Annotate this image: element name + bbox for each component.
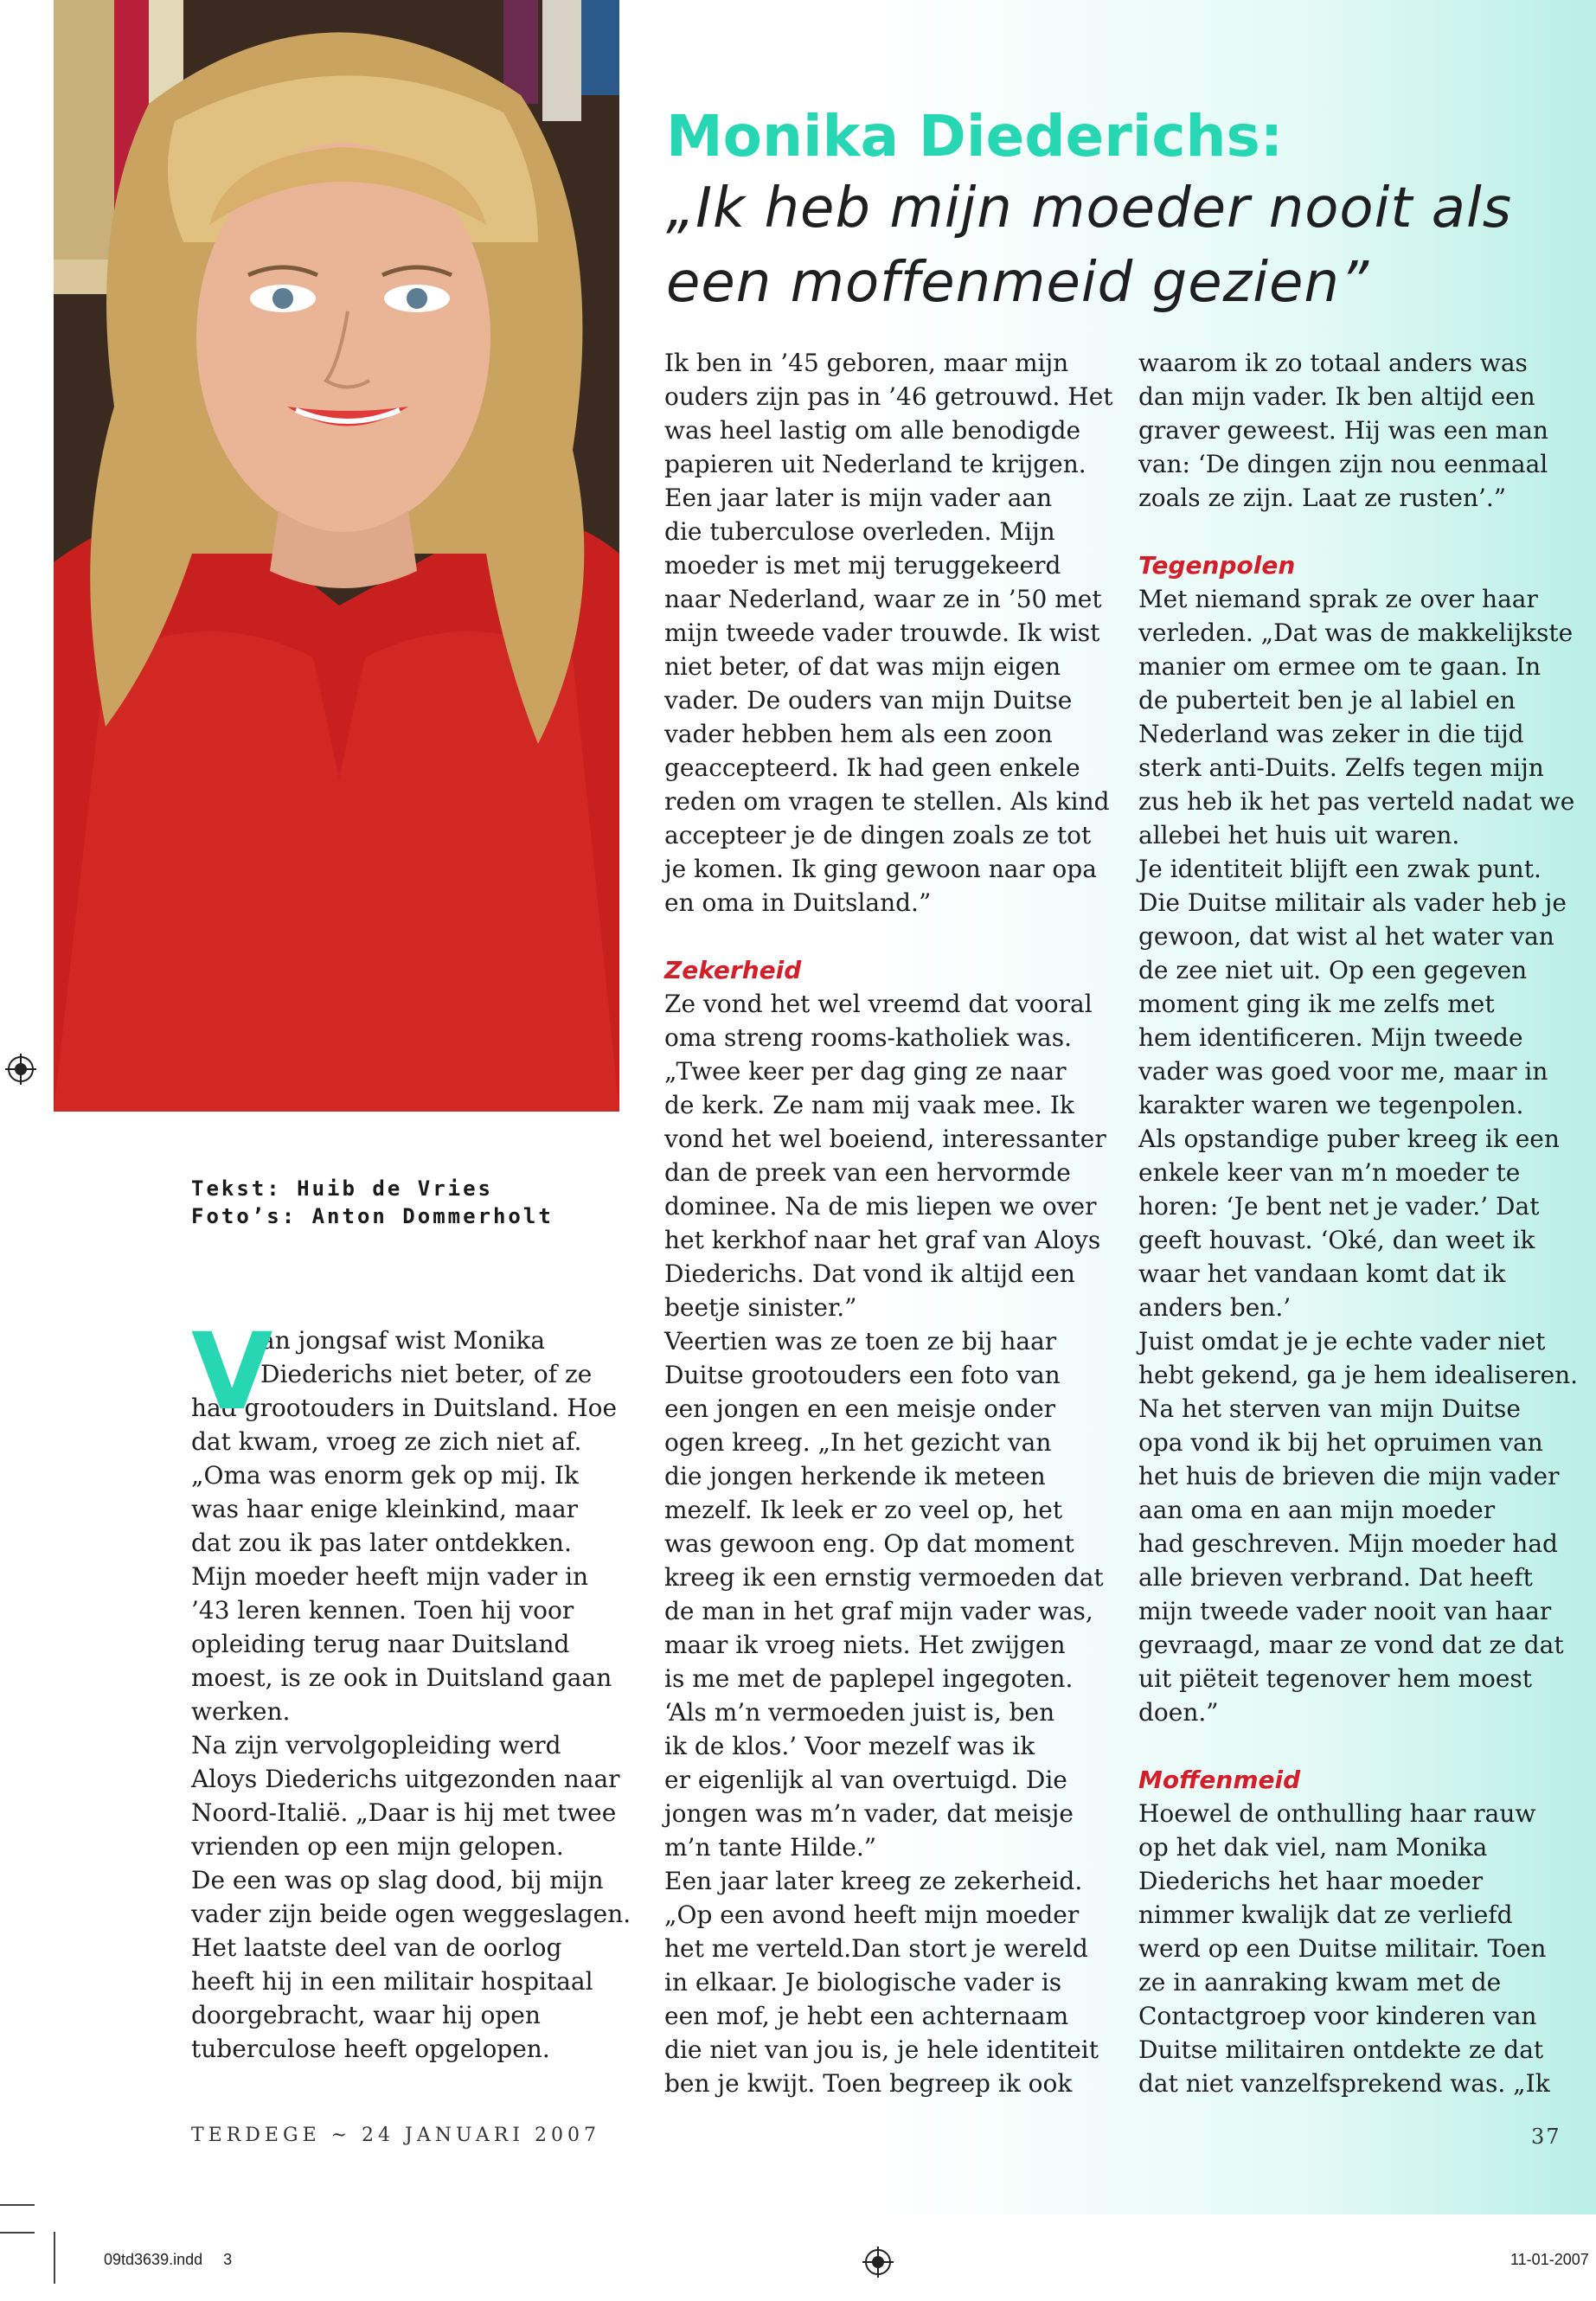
text-line: een jongen en een meisje onder [664, 1394, 1056, 1423]
text-line: moest, is ze ook in Duitsland gaan [191, 1663, 612, 1692]
text-line: ben je kwijt. Toen begreep ik ook [664, 2069, 1073, 2098]
text-line: ‘Als m’n vermoeden juist is, ben [664, 1698, 1055, 1727]
text-line: zoals ze zijn. Laat ze rusten’.” [1138, 484, 1507, 512]
text-line: het me verteld.Dan stort je wereld [664, 1934, 1088, 1963]
text-line: Duitse militairen ontdekte ze dat [1138, 2035, 1544, 2064]
text-line: Een jaar later is mijn vader aan [664, 484, 1053, 512]
text-line: het kerkhof naar het graf van Aloys [664, 1226, 1101, 1254]
paragraph [1138, 346, 1571, 515]
text-line: manier om ermee om te gaan. In [1138, 652, 1542, 681]
text-line: dat kwam, vroeg ze zich niet af. [191, 1427, 582, 1456]
page-number: 37 [1531, 2125, 1561, 2149]
text-line: tuberculose heeft opgelopen. [191, 2035, 550, 2063]
text-line: De een was op slag dood, bij mijn [191, 1866, 604, 1894]
text-line: Mijn moeder heeft mijn vader in [191, 1562, 589, 1591]
text-line: moment ging ik me zelfs met [1138, 990, 1495, 1018]
text-line: Contactgroep voor kinderen van [1138, 2002, 1537, 2030]
text-line: moeder is met mij teruggekeerd [664, 551, 1061, 580]
spacer [1138, 1729, 1571, 1763]
text-line: karakter waren we tegenpolen. [1138, 1091, 1524, 1119]
text-line: vader zijn beide ogen weggeslagen. [191, 1900, 631, 1928]
text-line: graver geweest. Hij was een man [1138, 416, 1548, 445]
text-line: heeft hij in een militair hospitaal [191, 1967, 593, 1996]
registration-mark-icon [861, 2245, 895, 2279]
text-line: m’n tante Hilde.” [664, 1833, 877, 1862]
text-line: er eigenlijk al van overtuigd. Die [664, 1766, 1067, 1794]
text-line: doen.” [1138, 1698, 1219, 1727]
article-headline [666, 102, 1566, 320]
headline-quote [666, 171, 1566, 320]
subheading-zekerheid: Zekerheid [664, 956, 802, 984]
text-line: ik de klos.’ Voor mezelf was ik [664, 1732, 1035, 1760]
text-line: anders ben.’ [1138, 1293, 1292, 1322]
text-line: Aloys Diederichs uitgezonden naar [191, 1765, 620, 1793]
text-line: geeft houvast. ‘Oké, dan weet ik [1138, 1226, 1535, 1254]
text-line: Ze vond het wel vreemd dat vooral [664, 990, 1093, 1018]
text-credit: Tekst: Huib de Vries [191, 1176, 493, 1201]
text-line: uit piëteit tegenover hem moest [1138, 1664, 1533, 1693]
text-line: gevraagd, maar ze vond dat ze dat [1138, 1631, 1564, 1659]
column-intro [191, 1311, 631, 2066]
column-right [1138, 346, 1579, 2100]
text-line: was gewoon eng. Op dat moment [664, 1529, 1074, 1558]
text-line: ogen kreeg. „In het gezicht van [664, 1428, 1052, 1457]
spacer [664, 920, 1097, 953]
registration-mark-icon [3, 1052, 38, 1086]
text-line: geaccepteerd. Ik had geen enkele [664, 753, 1080, 782]
text-line: had grootouders in Duitsland. Hoe [191, 1394, 618, 1422]
text-line: Die Duitse militair als vader heb je [1138, 888, 1567, 917]
text-line: waar het vandaan komt dat ik [1138, 1259, 1506, 1288]
text-line: werd op een Duitse militair. Toen [1138, 1934, 1547, 1963]
text-line: Een jaar later kreeg ze zekerheid. [664, 1867, 1083, 1895]
text-line: dominee. Na de mis liepen we over [664, 1192, 1097, 1221]
text-line: zus heb ik het pas verteld nadat we [1138, 787, 1575, 816]
text-line: gewoon, dat wist al het water van [1138, 922, 1554, 951]
text-line: die tuberculose overleden. Mijn [664, 517, 1055, 546]
credits [191, 1175, 554, 1230]
text-line: Juist omdat je je echte vader niet [1138, 1327, 1546, 1356]
text-line: ze in aanraking kwam met de [1138, 1968, 1502, 1997]
text-line: de zee niet uit. Op een gegeven [1138, 956, 1528, 984]
text-line: ’43 leren kennen. Toen hij voor [191, 1596, 574, 1625]
text-line: dan de preek van een hervormde [664, 1158, 1071, 1187]
text-line: had geschreven. Mijn moeder had [1138, 1529, 1558, 1558]
intro-paragraph [191, 1311, 631, 2066]
text-line: waarom ik zo totaal anders was [1138, 349, 1528, 377]
text-line: vader. De ouders van mijn Duitse [664, 686, 1073, 715]
text-line: de man in het graf mijn vader was, [664, 1597, 1093, 1625]
text-line: niet beter, of dat was mijn eigen [664, 652, 1061, 681]
text-line: je komen. Ik ging gewoon naar opa [664, 855, 1097, 883]
text-line: dan mijn vader. Ik ben altijd een [1138, 382, 1535, 411]
text-line: an jongsaf wist Monika [260, 1326, 546, 1355]
text-line: accepteer je de dingen zoals ze tot [664, 821, 1092, 849]
text-line: allebei het huis uit waren. [1138, 821, 1460, 849]
headline-quote-line: een moffenmeid gezien” [666, 251, 1370, 315]
text-line: doorgebracht, waar hij open [191, 2001, 541, 2029]
text-line: Als opstandige puber kreeg ik een [1138, 1125, 1560, 1153]
text-line: op het dak viel, nam Monika [1138, 1833, 1488, 1862]
text-line: Diederichs. Dat vond ik altijd een [664, 1259, 1075, 1288]
text-line: die jongen herkende ik meteen [664, 1462, 1046, 1490]
text-line: Na zijn vervolgopleiding werd [191, 1731, 561, 1759]
text-line: in elkaar. Je biologische vader is [664, 1968, 1062, 1997]
paragraph [664, 346, 1113, 920]
text-line: vader hebben hem als een zoon [664, 720, 1053, 748]
text-line: verleden. „Dat was de makkelijkste [1138, 619, 1574, 647]
text-line: maar ik vroeg niets. Het zwijgen [664, 1631, 1066, 1659]
text-line: ouders zijn pas in ’46 getrouwd. Het [664, 382, 1113, 411]
text-line: nimmer kwalijk dat ze verliefd [1138, 1900, 1513, 1929]
paragraph [664, 987, 1106, 2100]
headline-name: Monika Diederichs: [666, 103, 1284, 170]
text-line: Veertien was ze toen ze bij haar [664, 1327, 1057, 1356]
text-line: dat zou ik pas later ontdekken. [191, 1529, 572, 1557]
subheading-moffenmeid: Moffenmeid [1138, 1766, 1301, 1794]
text-line: papieren uit Nederland te krijgen. [664, 450, 1086, 478]
text-line: kreeg ik een ernstig vermoeden dat [664, 1563, 1104, 1592]
text-line: aan oma en aan mijn moeder [1138, 1496, 1496, 1524]
text-line: Met niemand sprak ze over haar [1138, 585, 1538, 613]
headline-quote-line: „Ik heb mijn moeder nooit als [666, 176, 1513, 240]
text-line: „Twee keer per dag ging ze naar [664, 1057, 1067, 1086]
slug-filename: 09td3639.indd [104, 2251, 203, 2268]
text-line: vond het wel boeiend, interessanter [664, 1125, 1106, 1153]
portrait-illustration [54, 0, 619, 1112]
text-line: Je identiteit blijft een zwak punt. [1138, 855, 1542, 883]
text-line: is me met de paplepel ingegoten. [664, 1664, 1074, 1693]
text-line: Nederland was zeker in die tijd [1138, 720, 1524, 748]
text-line: „Oma was enorm gek op mij. Ik [191, 1461, 579, 1490]
text-line: Na het sterven van mijn Duitse [1138, 1394, 1521, 1423]
text-line: enkele keer van m’n moeder te [1138, 1158, 1521, 1187]
text-line: hem identificeren. Mijn tweede [1138, 1023, 1523, 1052]
text-line: het huis de brieven die mijn vader [1138, 1462, 1560, 1490]
text-line: opleiding terug naar Duitsland [191, 1630, 570, 1658]
text-line: naar Nederland, waar ze in ’50 met [664, 585, 1102, 613]
text-line: sterk anti-Duits. Zelfs tegen mijn [1138, 753, 1544, 782]
slug-file-info [104, 2251, 232, 2269]
paragraph [1138, 582, 1579, 1729]
text-line: de kerk. Ze nam mij vaak mee. Ik [664, 1091, 1074, 1119]
text-line: dat niet vanzelfsprekend was. „Ik [1138, 2069, 1550, 2098]
text-line: de puberteit ben je al labiel en [1138, 686, 1516, 715]
text-line: die niet van jou is, je hele identiteit [664, 2035, 1099, 2064]
text-line: „Op een avond heeft mijn moeder [664, 1900, 1080, 1929]
spacer [1138, 515, 1571, 548]
drop-cap: V [191, 1311, 273, 1433]
text-line: een mof, je hebt een achternaam [664, 2002, 1069, 2030]
text-line: alle brieven verbrand. Dat heeft [1138, 1563, 1533, 1592]
paragraph [1138, 1797, 1571, 2100]
text-line: horen: ‘Je bent net je vader.’ Dat [1138, 1192, 1540, 1221]
text-line: werken. [191, 1697, 291, 1726]
text-line: was haar enige kleinkind, maar [191, 1495, 579, 1523]
text-line: opa vond ik bij het opruimen van [1138, 1428, 1543, 1457]
crop-mark [54, 2232, 55, 2284]
text-line: Ik ben in ’45 geboren, maar mijn [664, 349, 1069, 377]
text-line: mezelf. Ik leek er zo veel op, het [664, 1496, 1063, 1524]
slug-page: 3 [223, 2251, 233, 2268]
footer-magazine-date: TERDEGE ~ 24 JANUARI 2007 [191, 2125, 600, 2146]
photo-credit: Foto’s: Anton Dommerholt [191, 1204, 554, 1228]
text-line: van: ‘De dingen zijn nou eenmaal [1138, 450, 1548, 478]
text-line: mijn tweede vader trouwde. Ik wist [664, 619, 1100, 647]
text-line: Hoewel de onthulling haar rauw [1138, 1799, 1536, 1828]
text-line: jongen was m’n vader, dat meisje [664, 1799, 1074, 1828]
text-line: Diederichs het haar moeder [1138, 1867, 1484, 1895]
column-middle [664, 346, 1113, 2100]
text-line: reden om vragen te stellen. Als kind [664, 787, 1110, 816]
text-line: Het laatste deel van de oorlog [191, 1933, 562, 1962]
text-line: Duitse grootouders een foto van [664, 1361, 1061, 1389]
text-line: vader was goed voor me, maar in [1138, 1057, 1548, 1086]
text-line: oma streng rooms-katholiek was. [664, 1023, 1072, 1052]
crop-mark [0, 2204, 35, 2206]
portrait-photo [54, 0, 619, 1112]
text-line: beetje sinister.” [664, 1293, 857, 1322]
text-line: was heel lastig om alle benodigde [664, 416, 1081, 445]
slug-date: 11-01-2007 [1510, 2251, 1589, 2268]
text-line: vrienden op een mijn gelopen. [191, 1832, 564, 1861]
text-line: mijn tweede vader nooit van haar [1138, 1597, 1552, 1625]
text-line: hebt gekend, ga je hem idealiseren. [1138, 1361, 1579, 1389]
text-line: en oma in Duitsland.” [664, 888, 932, 917]
subheading-tegenpolen: Tegenpolen [1138, 551, 1296, 580]
crop-mark [0, 2232, 35, 2234]
text-line: Diederichs niet beter, of ze [260, 1360, 593, 1388]
text-line: Noord-Italië. „Daar is hij met twee [191, 1798, 617, 1827]
